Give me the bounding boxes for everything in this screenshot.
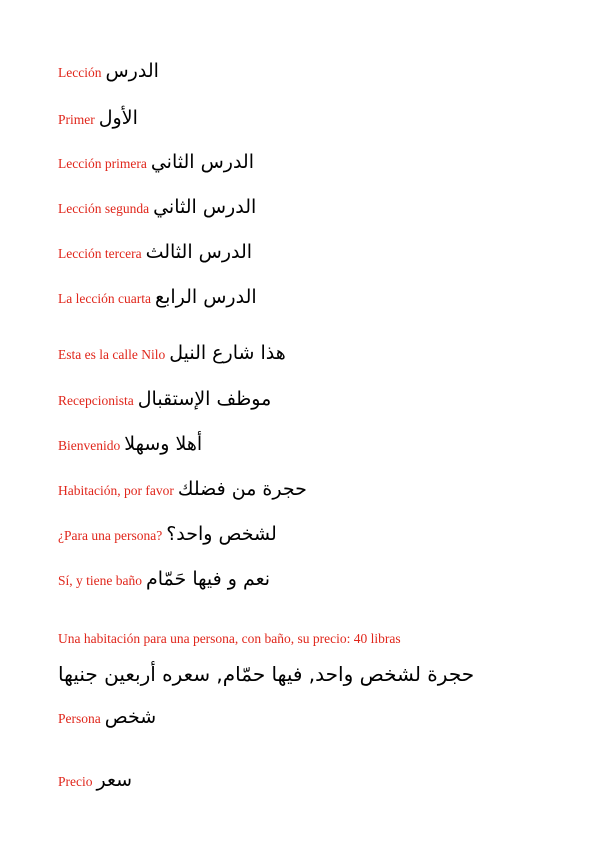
spanish-text: Recepcionista: [58, 393, 134, 408]
arabic-text: أهلا وسهلا: [124, 433, 203, 455]
vocab-line: [58, 435, 202, 454]
vocab-line: [58, 288, 257, 307]
vocab-line: [58, 708, 156, 727]
spanish-text: Persona: [58, 711, 101, 726]
vocab-line: [58, 525, 277, 544]
vocab-line: [58, 243, 252, 262]
spanish-text: Lección tercera: [58, 246, 142, 261]
arabic-text: الأول: [98, 107, 138, 129]
vocab-line: [58, 570, 270, 589]
arabic-text: الدرس الثاني: [153, 196, 257, 218]
vocab-line: [58, 109, 138, 128]
arabic-text: الدرس الثالث: [145, 241, 253, 263]
arabic-text: الدرس الرابع: [154, 286, 257, 308]
vocab-line: [58, 664, 474, 684]
spanish-text: Primer: [58, 112, 95, 127]
spanish-text: Esta es la calle Nilo: [58, 347, 166, 362]
spanish-text: Precio: [58, 774, 93, 789]
vocab-line: [58, 344, 286, 363]
arabic-text: الدرس الثاني: [150, 151, 254, 173]
spanish-text: La lección cuarta: [58, 291, 151, 306]
arabic-text: نعم و فيها حَمّام: [146, 568, 271, 590]
arabic-text: هذا شارع النيل: [169, 342, 286, 364]
spanish-text: Lección: [58, 65, 102, 80]
vocab-line: [58, 153, 254, 172]
vocab-line: [58, 480, 307, 499]
vocab-line: [58, 198, 256, 217]
spanish-text: Lección segunda: [58, 201, 150, 216]
spanish-text: Lección primera: [58, 156, 147, 171]
vocab-line: [58, 771, 132, 790]
arabic-text: شخص: [104, 706, 157, 728]
arabic-text: لشخص واحد؟: [166, 523, 277, 545]
spanish-text: Habitación, por favor: [58, 483, 174, 498]
vocab-line: [58, 390, 271, 409]
spanish-text: Una habitación para una persona, con baño, su precio: 40 libras: [58, 631, 401, 646]
spanish-text: Sí, y tiene baño: [58, 573, 142, 588]
arabic-text: موظف الإستقبال: [137, 388, 272, 410]
vocab-line: [58, 62, 159, 81]
spanish-text: Bienvenido: [58, 438, 121, 453]
spanish-text: ¿Para una persona?: [58, 528, 163, 543]
arabic-text: الدرس: [105, 60, 159, 82]
arabic-text: حجرة من فضلك: [177, 478, 307, 500]
arabic-text: سعر: [96, 769, 133, 791]
arabic-text: حجرة لشخص واحد, فيها حمّام, سعره أربعين جنيها: [58, 662, 475, 686]
vocab-line: [58, 630, 401, 646]
